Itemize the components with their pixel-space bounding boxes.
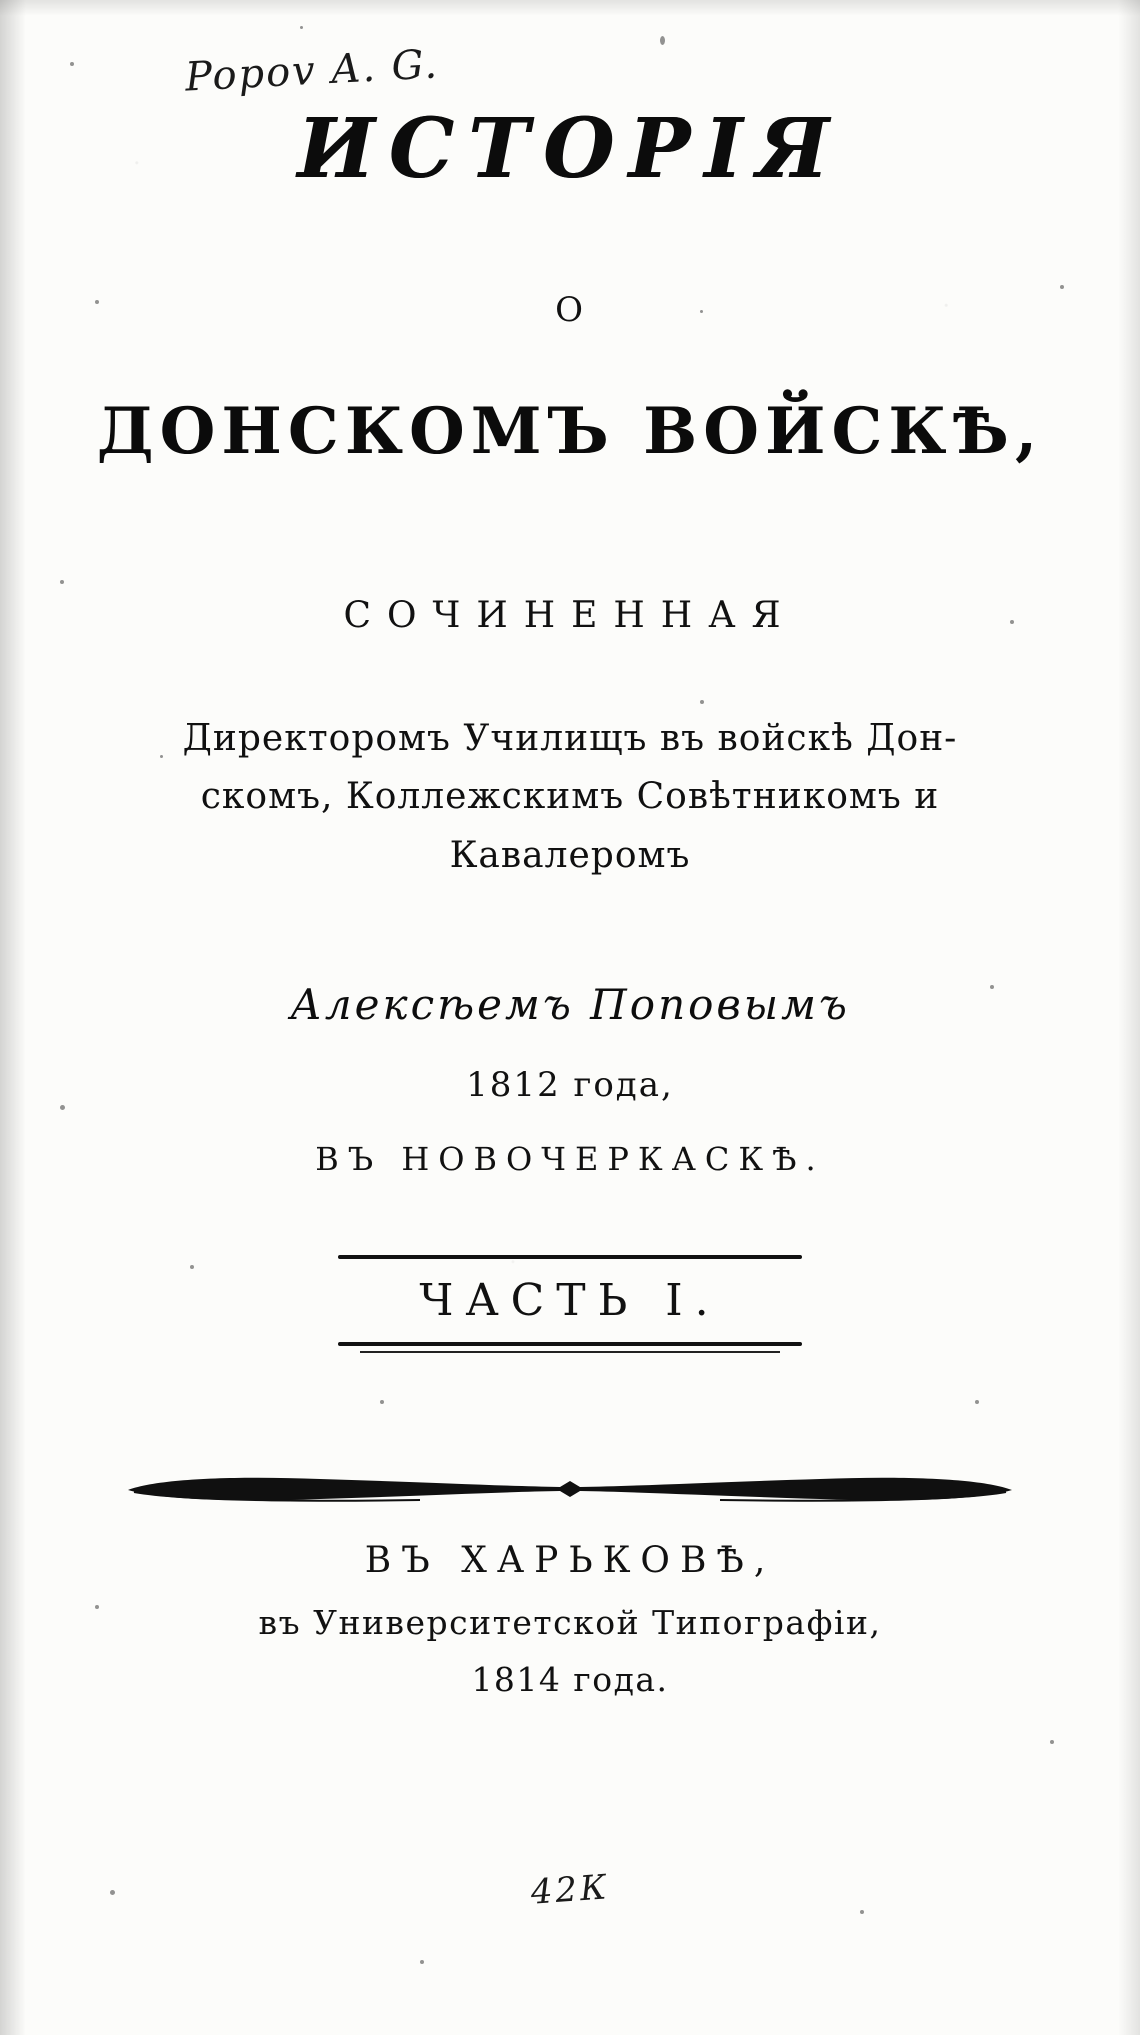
composed-by-label: СОЧИНЕННАЯ xyxy=(343,595,797,636)
place-written: ВЪ НОВОЧЕРКАСКѢ. xyxy=(315,1140,825,1178)
divider-rule-top xyxy=(338,1255,802,1259)
volume-label: ЧАСТЬ I. xyxy=(419,1275,721,1326)
scan-speck xyxy=(700,310,703,313)
scan-speck xyxy=(380,1400,384,1404)
divider-rule-bottom-thick xyxy=(338,1342,802,1346)
byline xyxy=(95,710,1045,885)
byline-line-2: скомъ, Коллежскимъ Совѣтникомъ и xyxy=(200,776,940,818)
byline-line-1: Директоромъ Училищъ въ войскѣ Дон- xyxy=(182,718,958,759)
handwritten-accession-note: Popov A. G. xyxy=(183,41,440,101)
imprint-year: 1814 года. xyxy=(471,1660,669,1699)
page-edge-shadow-top xyxy=(0,0,1140,16)
shelfmark-annotation: 42К xyxy=(529,1867,611,1913)
year-written: 1812 года, xyxy=(466,1065,674,1105)
page-subtitle: ДОНСКОМЪ ВОЙСКѢ, xyxy=(96,394,1044,469)
scan-speck xyxy=(95,300,99,304)
scan-speck xyxy=(190,1265,194,1269)
scan-speck xyxy=(1060,285,1064,289)
title-connector-word: О xyxy=(555,290,585,330)
volume-block xyxy=(330,1255,810,1353)
scan-speck xyxy=(660,36,665,45)
scan-speck xyxy=(95,1605,99,1609)
imprint-block xyxy=(0,1540,1140,1699)
scan-speck xyxy=(300,26,303,29)
scan-speck xyxy=(700,700,704,704)
scan-speck xyxy=(975,1400,979,1404)
imprint-press: въ Университетской Типографіи, xyxy=(258,1603,882,1642)
scan-speck xyxy=(70,62,74,66)
scan-speck xyxy=(1010,620,1014,624)
byline-line-3: Кавалеромъ xyxy=(449,834,691,876)
scan-speck xyxy=(60,1105,65,1110)
ornamental-rule xyxy=(120,1470,1020,1510)
divider-rule-bottom-thin xyxy=(360,1351,780,1353)
scan-speck xyxy=(990,985,994,989)
scan-speck xyxy=(60,580,64,584)
scan-speck xyxy=(160,755,163,758)
author-name: Алексѣемъ Поповымъ xyxy=(290,980,850,1029)
scan-speck xyxy=(420,1960,424,1964)
scan-speck xyxy=(1050,1740,1054,1744)
page-title: ИСТОРІЯ xyxy=(297,101,843,197)
scan-speck xyxy=(110,1890,115,1895)
imprint-city: ВЪ ХАРЬКОВѢ, xyxy=(364,1540,776,1581)
scan-speck xyxy=(860,1910,864,1914)
